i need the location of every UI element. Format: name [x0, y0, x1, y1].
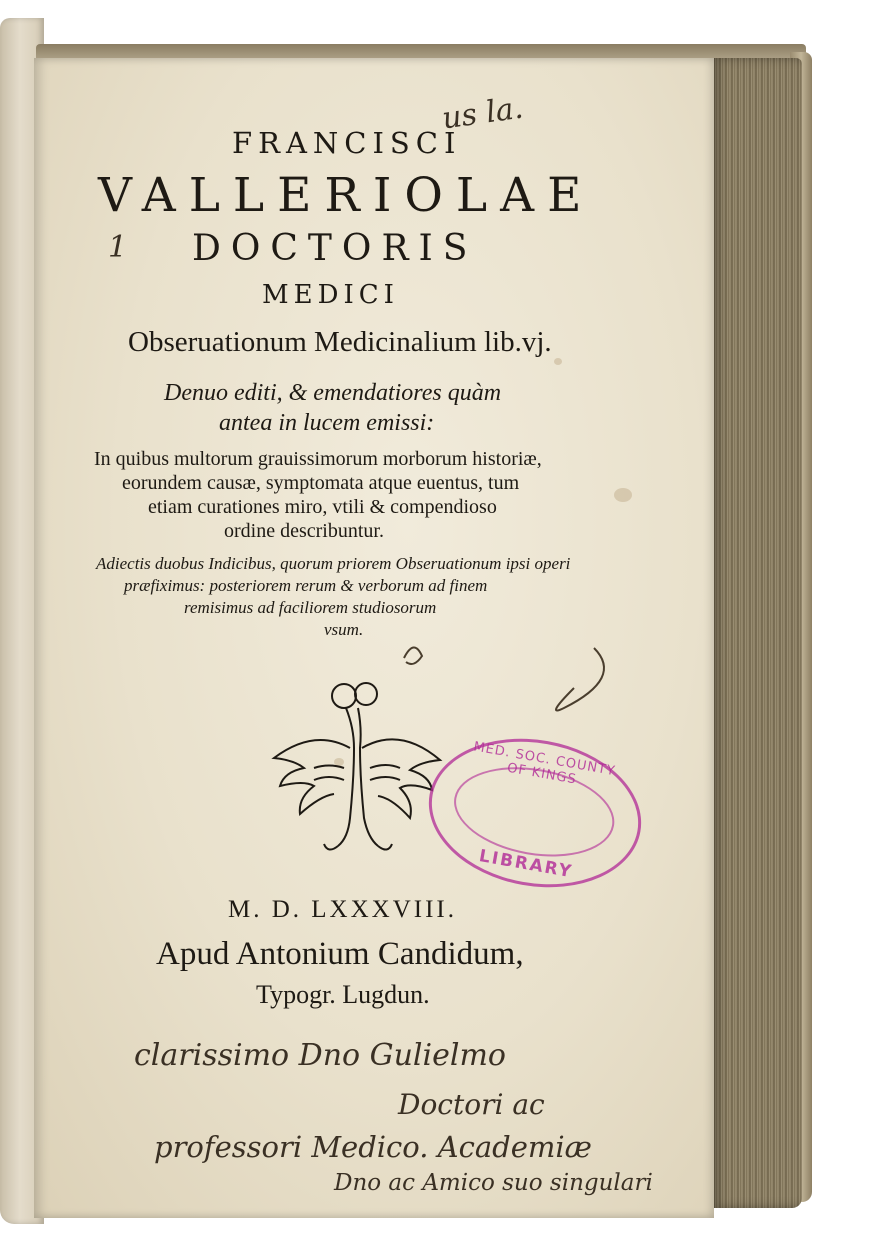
title-author-last: VALLERIOLAE [98, 168, 595, 223]
imprint-printer: Apud Antonium Candidum, [156, 936, 524, 972]
title-page [34, 58, 714, 1218]
title-work: Obseruationum Medicinalium lib.vj. [128, 326, 552, 358]
description-line-4: ordine describuntur. [224, 520, 384, 542]
subtitle-line-2: antea in lucem emissi: [219, 410, 435, 436]
page-block-edge [710, 58, 802, 1208]
title-author-first: FRANCISCI [232, 126, 462, 160]
indices-line-2: præfiximus: posteriorem rerum & verborum ad finem [124, 576, 488, 595]
description-line-3: etiam curationes miro, vtili & compendioso [148, 496, 497, 518]
stamp-top-text: MED. SOC. COUNTY OF KINGS [472, 739, 617, 788]
description-line-2: eorundem causæ, symptomata atque euentus, tum [122, 472, 520, 494]
handwritten-inscription-1: clarissimo Dno Gulielmo [134, 1038, 506, 1073]
description-line-1: In quibus multorum grauissimorum morborum historiæ, [94, 448, 542, 470]
handwritten-inscription-3: professori Medico. Academiæ [154, 1130, 592, 1164]
handwritten-top-note: us la. [439, 90, 526, 137]
imprint-date: M. D. LXXXVIII. [228, 896, 457, 923]
handwritten-margin-mark: 1 [108, 230, 128, 265]
indices-line-4: vsum. [324, 620, 364, 639]
handwritten-inscription-2: Doctori ac [398, 1088, 545, 1121]
imprint-place: Typogr. Lugdun. [256, 980, 430, 1009]
subtitle-line-1: Denuo editi, & emendatiores quàm [164, 380, 502, 406]
title-doctoris: DOCTORIS [192, 228, 478, 269]
handwritten-flourish [394, 628, 644, 728]
stamp-bottom-text: LIBRARY [477, 846, 575, 883]
indices-line-1: Adiectis duobus Indicibus, quorum priorem Obseruationum ipsi operi [96, 554, 571, 573]
handwritten-inscription-4: Dno ac Amico suo singulari [334, 1170, 653, 1196]
title-medici: MEDICI [262, 280, 399, 310]
indices-line-3: remisimus ad faciliorem studiosorum [184, 598, 437, 617]
